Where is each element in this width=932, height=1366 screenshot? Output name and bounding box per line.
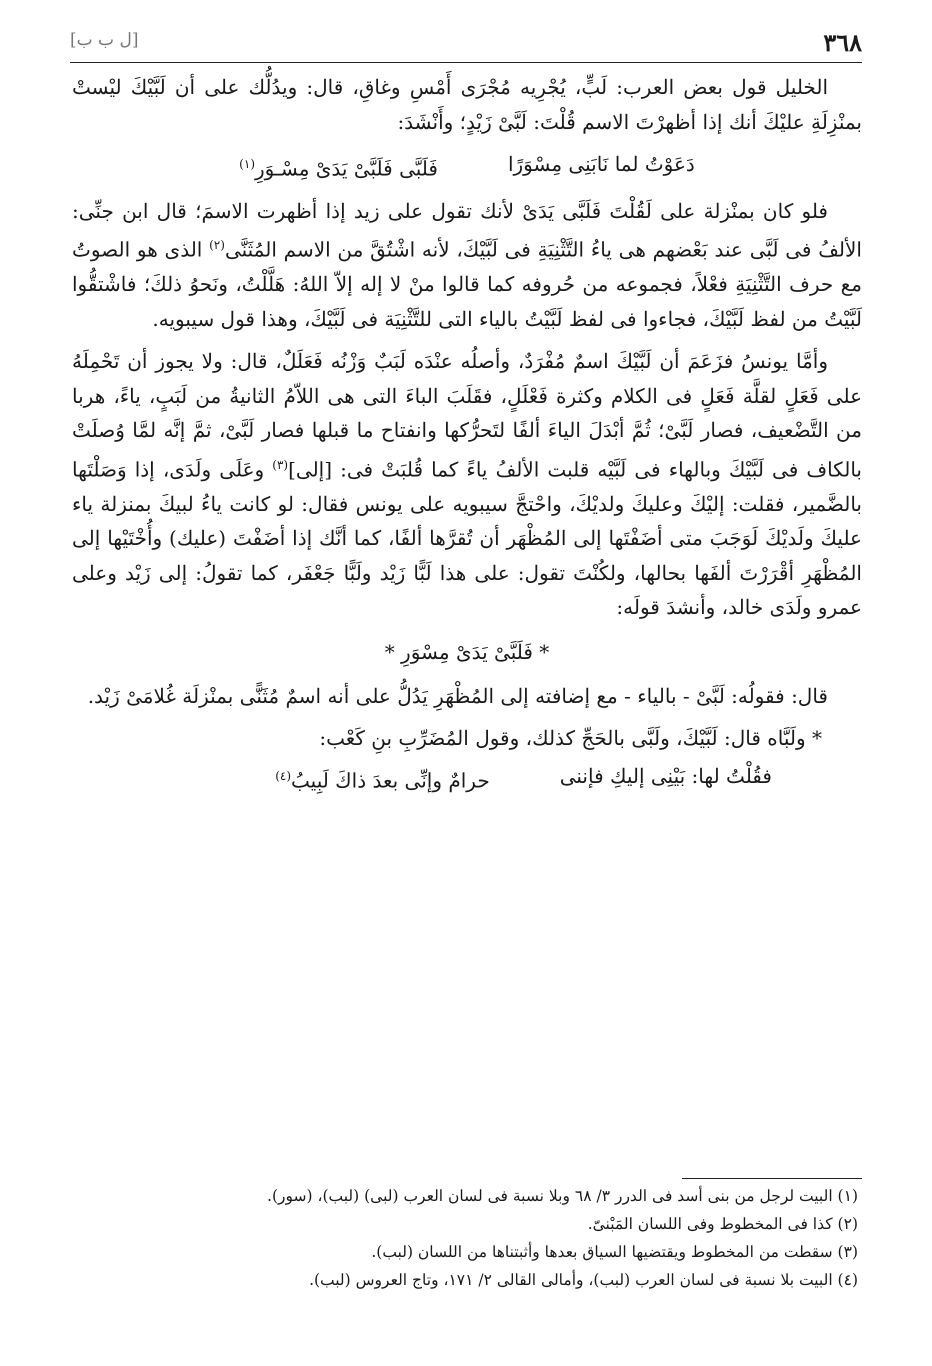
verse-1-first-hemistich: دَعَوْتُ لما نَابَنِى مِسْوَرًا [507, 152, 695, 176]
verse-2-first-hemistich: فقُلْتُ لها: بَيْنِى إليكِ فإننى [559, 764, 772, 789]
verse-1 [72, 147, 862, 186]
verse-1-second-hemistich: فَلَبَّى فَلَبَّىْ يَدَىْ مِسْـوَرِ$^{(١)}$ [239, 156, 438, 181]
page-number: ٣٦٨ [823, 28, 862, 57]
footnote-ref-3: (٣) [272, 457, 289, 472]
paragraph-4: قال: فقولُه: لَبَّىْ - بالياء - مع إضافته إلى المُظْهَرِ يَدُلُّ على أنه اسمٌ مُثَنًّى بمنْزلَة غُلامَىْ زَيْد. [87, 683, 828, 708]
footnote-2: (٢) كذا فى المخطوط وفى اللسان المَبْنىّ. [587, 1215, 858, 1233]
verse-2 [72, 759, 862, 798]
footnote-ref-1: (١) [239, 157, 255, 171]
footnote-ref-4: (٤) [275, 769, 292, 784]
footnote-4: (٤) البيت بلا نسبة فى لسان العرب (لبب)، وأمالى القالى ٢/ ١٧١، وتاج العروس (لبب). [309, 1271, 858, 1289]
paragraph-3: وأمَّا يونسُ فزَعَمَ أن لَبَّيْكَ اسمٌ مُفْرَدٌ، وأصلُه عنْدَه لَبَبٌ وَزْنُه فَعَلَلٌ، قال: ولا يجوز أن تَحْمِلَهُ على فَعَلٍ لقلَّة فَعَلٍ فى الكلام وكثرة فَعْلَلٍ، فقَلَبَ الباءَ التى هى اللاّمُ الثانيةُ من لَبَبٍ، ياءً، هربا من التَّضْعيف، فصار لَبَّىْ؛ ثُمَّ أبْدَلَ الياءَ ألفًا لتَحرُّكها وانفتاح ما قبلها فصار لَبَّىْ، ثمَّ إنَّه لمَّا وُصلَتْ بالكاف فى لَبَّيْكَ وبالهاء فى لَبَّيْه قلبت الألفُ ياءً كما قُلبَتْ فى: [إلى]$^{(٣)}$ وعَلَى ولَدَى، إذا وَصَلْتَها بالضَّمير، فقلت: إليْكَ وعليكَ ولديْكَ، واحْتجَّ سيبويه على يونس فقال: لو كانت ياءُ لبيكَ بمنزلة ياء عليكَ ولَديْكَ لَوَجَبَ متى أضَفْتَها إلى المُظْهَر أن تُقرَّها ألفًا، كما أنَّك إذا أضَفْتَ (عليك) وأُخْتَيْها إلى المُظْهَرِ أقْرَرْتَ ألفَها بحالها، ولكُنْتَ تقول: على هذا لَبًّا زَيْد ولَبًّا جَعْفَر، كما تقولُ: إلى زَيْد وعلى عمرو ولَدَى خالد، وأنشدَ قولَه: [72, 349, 862, 620]
footnote-rule [682, 1178, 862, 1179]
footnote-3: (٣) سقطت من المخطوط ويقتضيها السياق بعدها وأثبتناها من اللسان (لبب). [371, 1243, 858, 1261]
footnotes [72, 1182, 858, 1294]
verse-2-second-hemistich: حرامٌ وإنِّى بعدَ ذاكَ لَبِيبُ$^{(٤)}$ [275, 769, 490, 794]
footnote-1: (١) البيت لرجل من بنى أسد فى الدرر ٣/ ٦٨ وبلا نسبة فى لسان العرب (لبى) (لبب)، (سور). [267, 1187, 858, 1205]
section-letters: [ل ب ب] [70, 30, 139, 50]
paragraph-1: الخليل قول بعض العرب: لَبٍّ، يُجْرِيه مُجْرَى أَمْسِ وغاقِ، قال: ويدُلُّك على أن لَبَّيْكَ ليْستْ بمنْزِلَةِ عليْكَ أنك إذا أظهرْتَ الاسم قُلْتَ: لَبَّىْ زَيْدٍ؛ وأَنْشَدَ: [72, 75, 862, 134]
paragraph-2: فلو كان بمنْزلة على لَقُلْتَ فَلَبَّى يَدَىْ لأنك تقول على زيد إذا أظهرت الاسمَ؛ قال ابن جنِّى: الألفُ فى لَبَّى عند بَعْضهم هى ياءُ التَّثْنِيَةِ فى لَبَّيْكَ، لأنه اشْتُقَّ من الاسم المُثَنَّى$^{(٢)}$ الذى هو الصوتُ مع حرف التَّثْنِيَةِ فعْلاً، فجموعه من حُروفه كما قالوا منْ لا إله إلاّ اللهُ: هَلَّلْتُ، ونَحوُ ذلكَ؛ فاشْتقُّوا لَبَّيْتُ من لفظ لَبَّيْكَ، فجاءوا فى لفظ لَبَّيْتُ بالياء التى للتَّثْنِيَة فى لَبَّيْكَ، وهذا قول سيبويه. [72, 198, 862, 331]
page-header [70, 28, 862, 62]
main-text [72, 70, 862, 806]
footnote-ref-2: (٢) [209, 238, 225, 253]
entry-line: * ولَبَّاه قال: لَبَّيْكَ، ولَبَّى بالحَجِّ كذلك، وقول المُضَرِّبِ بنِ كَعْب: [319, 726, 822, 751]
verse-fragment: * فَلَبَّىْ يَدَىْ مِسْوَرِ * [384, 639, 550, 664]
header-rule [70, 62, 862, 63]
